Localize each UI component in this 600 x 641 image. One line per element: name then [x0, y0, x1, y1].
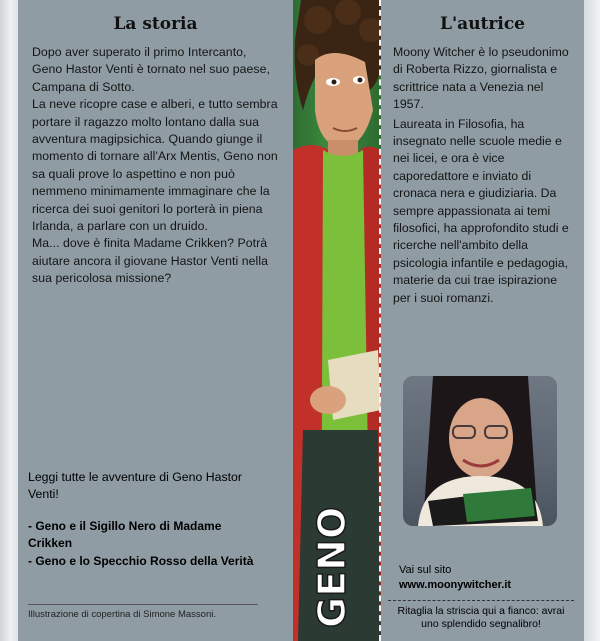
site-label: Vai sul sito — [399, 564, 452, 576]
bio-paragraph: Moony Witcher è lo pseudonimo di Roberta Rizzo, giornalista e scrittrice nata a Venezia nel 1957. — [393, 45, 569, 112]
story-paragraph: La neve ricopre case e alberi, e tutto sembra portare il ragazzo molto lontano dalla sua avventura magipsichica. Quando giunge il momento di tornare all'Arx Mentis, Geno non sa quali prove lo aspettino e non può nemmeno minimamente immaginare che la ricerca dei suoi genitori lo porterà in piena Irlanda, a parlare con un druido. — [32, 97, 278, 234]
cover-credit: Illustrazione di copertina di Simone Massoni. — [28, 604, 258, 620]
geno-logo — [300, 500, 360, 630]
cut-instruction: Ritaglia la striscia qui a fianco: avrai uno splendido segnalibro! — [388, 600, 574, 631]
site-link[interactable]: www.moonywitcher.it — [399, 579, 512, 591]
bio-paragraph: Laureata in Filosofia, ha insegnato nelle scuole medie e nei licei, e ora è vice caporedattore e inviato di cronaca nera e giudiziaria. Da sempre appassionata ai temi filosofici, ha approfondito studi e ricerche nell'ambito della psicologia infantile e pedagogia, materie da cui trae ispirazione per i suoi romanzi. — [393, 116, 569, 305]
story-text — [32, 44, 279, 288]
story-heading: La storia — [113, 14, 198, 34]
book-title-item: - Geno e lo Specchio Rosso della Verità — [28, 554, 254, 568]
author-bio — [393, 44, 572, 307]
geno-logo-text: GENO — [310, 506, 354, 628]
cut-line — [379, 0, 381, 641]
author-panel — [381, 0, 584, 641]
author-heading: L'autrice — [440, 14, 525, 34]
website-block — [399, 563, 569, 593]
story-paragraph: Dopo aver superato il primo Intercanto, Geno Hastor Venti è tornato nel suo paese, Campana di Sotto. — [32, 45, 270, 94]
story-paragraph: Ma... dove è finita Madame Crikken? Potrà aiutare ancora il giovane Hastor Venti nella sua pericolosa missione? — [32, 236, 268, 286]
right-page-edge — [584, 0, 600, 641]
book-titles-list — [28, 518, 268, 571]
read-all-text: Leggi tutte le avventure di Geno Hastor Venti! — [28, 470, 242, 501]
book-title-item: - Geno e il Sigillo Nero di Madame Crikken — [28, 519, 222, 550]
author-photo — [403, 376, 557, 526]
left-page-edge — [0, 0, 18, 641]
